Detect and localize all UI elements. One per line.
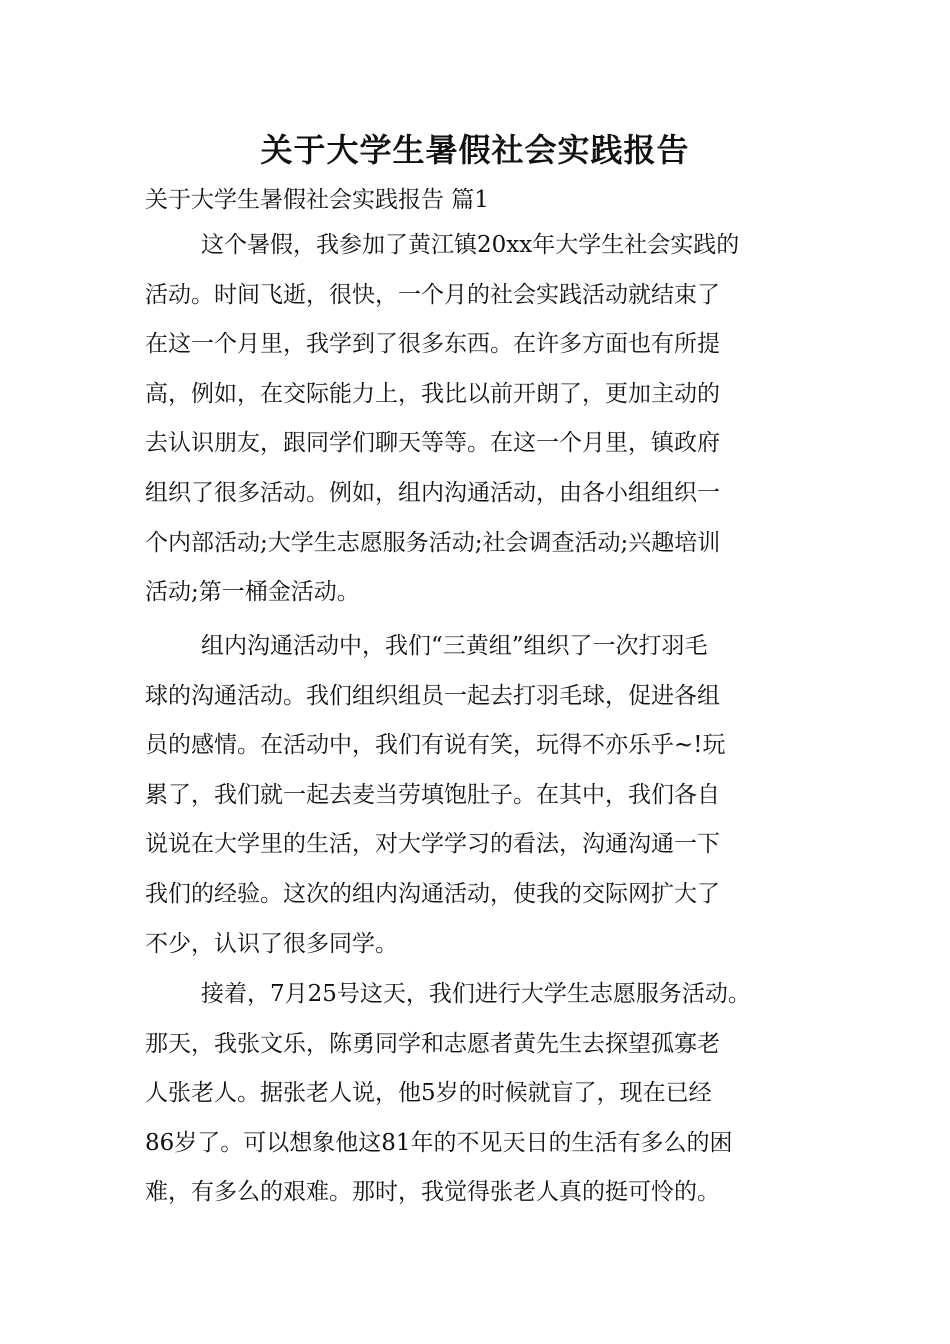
paragraph-line: 组内沟通活动中，我们“三黄组”组织了一次打羽毛 [201, 633, 708, 659]
paragraph-line: 难，有多么的艰难。那时，我觉得张老人真的挺可怜的。 [145, 1179, 720, 1206]
paragraph-line: 员的感情。在活动中，我们有说有笑，玩得不亦乐乎~!玩 [145, 732, 726, 759]
paragraph-line: 活动;第一桶金活动。 [145, 579, 360, 606]
paragraph-line: 高，例如，在交际能力上，我比以前开朗了，更加主动的 [145, 380, 720, 407]
paragraph-line: 组织了很多活动。例如，组内沟通活动，由各小组组织一 [145, 479, 720, 506]
document-title: 关于大学生暑假社会实践报告 [260, 131, 690, 169]
paragraph-line: 活动。时间飞逝，很快，一个月的社会实践活动就结束了 [145, 281, 720, 308]
paragraph-line: 那天，我张文乐，陈勇同学和志愿者黄先生去探望孤寡老 [145, 1030, 720, 1057]
paragraph-1 [145, 221, 810, 618]
paragraph-line: 我们的经验。这次的组内沟通活动，使我的交际网扩大了 [145, 880, 720, 907]
paragraph-line: 去认识朋友，跟同学们聊天等等。在这一个月里，镇政府 [145, 430, 720, 457]
paragraph-line: 个内部活动;大学生志愿服务活动;社会调查活动;兴趣培训 [145, 529, 721, 556]
paragraph-line: 累了，我们就一起去麦当劳填饱肚子。在其中，我们各自 [145, 781, 720, 808]
paragraph-line: 这个暑假，我参加了黄江镇20xx年大学生社会实践的 [201, 232, 740, 258]
paragraph-line: 球的沟通活动。我们组织组员一起去打羽毛球，促进各组 [145, 682, 720, 709]
paragraph-line: 说说在大学里的生活，对大学学习的看法，沟通沟通一下 [145, 831, 720, 858]
paragraph-line: 在这一个月里，我学到了很多东西。在许多方面也有所提 [145, 331, 720, 358]
paragraph-line: 人张老人。据张老人说，他5岁的时候就盲了，现在已经 [145, 1080, 712, 1107]
section-heading: 关于大学生暑假社会实践报告 篇1 [145, 187, 489, 213]
paragraph-line: 86岁了。可以想象他这81年的不见天日的生活有多么的困 [145, 1129, 733, 1156]
paragraph-3 [145, 970, 810, 1218]
paragraph-line: 不少，认识了很多同学。 [145, 930, 398, 957]
paragraph-line: 接着，7月25号这天，我们进行大学生志愿服务活动。 [201, 981, 751, 1007]
paragraph-2 [145, 622, 810, 969]
